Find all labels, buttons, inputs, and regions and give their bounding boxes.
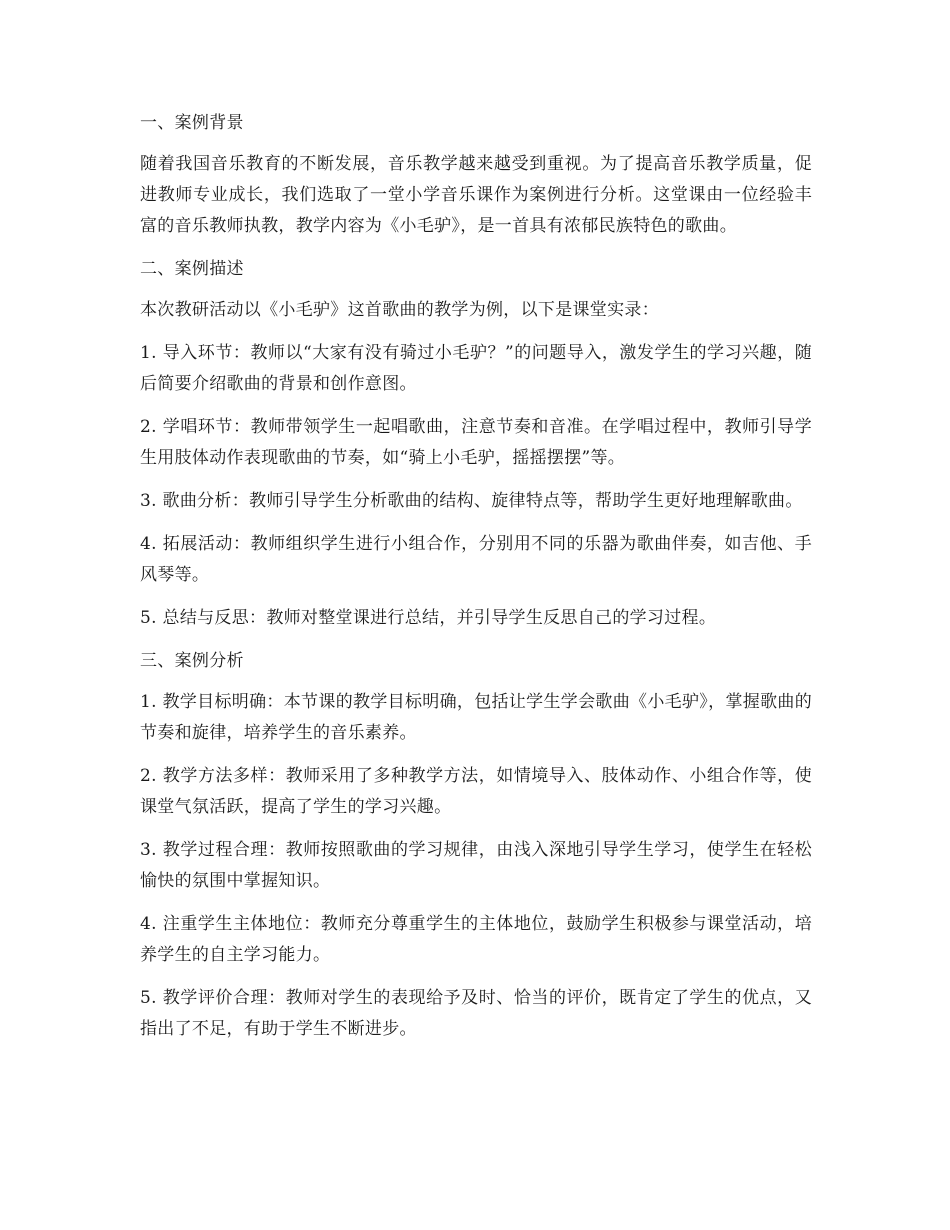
paragraph: 本次教研活动以《小毛驴》这首歌曲的教学为例，以下是课堂实录： <box>140 300 659 320</box>
list-item: 3. 歌曲分析：教师引导学生分析歌曲的结构、旋律特点等，帮助学生更好地理解歌曲。 <box>140 491 803 511</box>
list-item: 5. 教学评价合理：教师对学生的表现给予及时、恰当的评价，既肯定了学生的优点，又指出了不足，有助于学生不断进步。 <box>140 988 812 1039</box>
document-page <box>140 108 812 1057</box>
section-heading-description: 二、案例描述 <box>140 259 244 279</box>
list-item: 4. 注重学生主体地位：教师充分尊重学生的主体地位，鼓励学生积极参与课堂活动，培养学生的自主学习能力。 <box>140 914 812 965</box>
list-item: 1. 教学目标明确：本节课的教学目标明确，包括让学生学会歌曲《小毛驴》，掌握歌曲的节奏和旋律，培养学生的音乐素养。 <box>140 692 812 743</box>
list-item: 2. 学唱环节：教师带领学生一起唱歌曲，注意节奏和音准。在学唱过程中，教师引导学生用肢体动作表现歌曲的节奏，如“骑上小毛驴，摇摇摆摆”等。 <box>140 417 812 468</box>
list-item: 2. 教学方法多样：教师采用了多种教学方法，如情境导入、肢体动作、小组合作等，使课堂气氛活跃，提高了学生的学习兴趣。 <box>140 766 812 817</box>
paragraph: 随着我国音乐教育的不断发展，音乐教学越来越受到重视。为了提高音乐教学质量，促进教师专业成长，我们选取了一堂小学音乐课作为案例进行分析。这堂课由一位经验丰富的音乐教师执教，教学内容为《小毛驴》，是一首具有浓郁民族特色的歌曲。 <box>140 154 812 236</box>
list-item: 1. 导入环节：教师以“大家有没有骑过小毛驴？”的问题导入，激发学生的学习兴趣，随后简要介绍歌曲的背景和创作意图。 <box>140 343 812 394</box>
section-heading-analysis: 三、案例分析 <box>140 651 244 671</box>
section-heading-background: 一、案例背景 <box>140 113 244 133</box>
list-item: 3. 教学过程合理：教师按照歌曲的学习规律，由浅入深地引导学生学习，使学生在轻松愉快的氛围中掌握知识。 <box>140 840 812 891</box>
list-item: 5. 总结与反思：教师对整堂课进行总结，并引导学生反思自己的学习过程。 <box>140 608 717 628</box>
list-item: 4. 拓展活动：教师组织学生进行小组合作，分别用不同的乐器为歌曲伴奏，如吉他、手风琴等。 <box>140 534 812 585</box>
